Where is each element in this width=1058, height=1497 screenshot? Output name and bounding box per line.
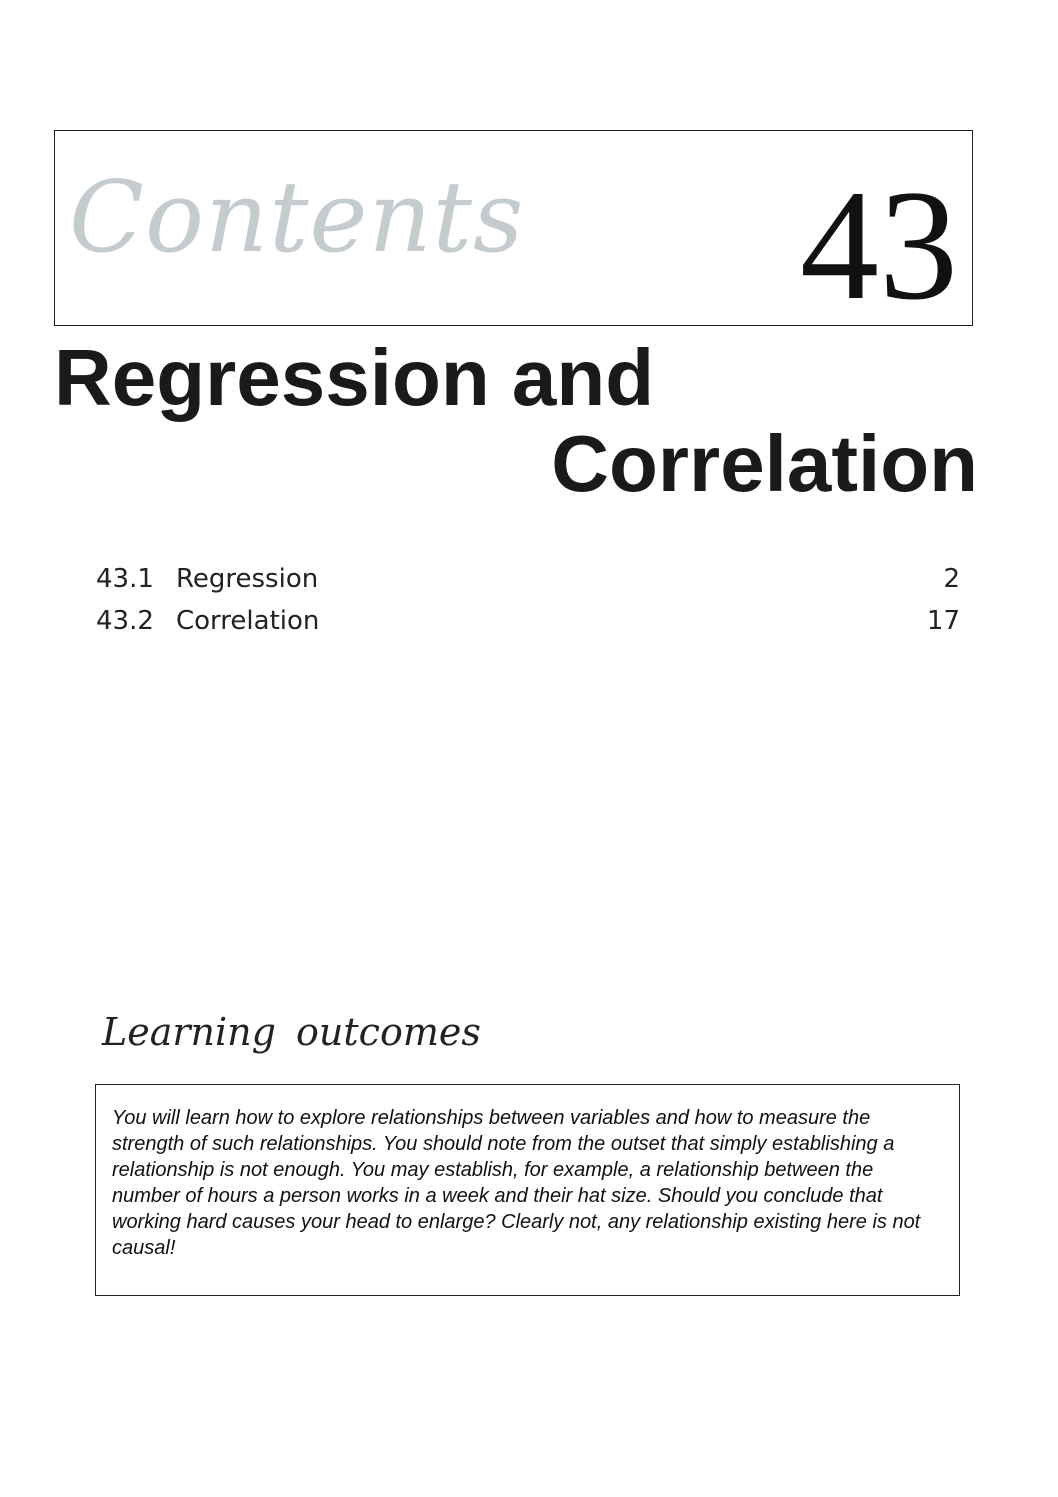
toc-section-label: Regression <box>176 564 319 594</box>
toc-section-number: 43.1 <box>96 564 154 594</box>
learning-outcomes-box <box>95 1084 960 1296</box>
contents-header-box <box>54 130 973 333</box>
chapter-title-line-2: Correlation <box>551 419 978 508</box>
toc-entry-regression[interactable] <box>96 562 960 604</box>
toc-section-label: Correlation <box>176 606 320 636</box>
toc-entry-correlation[interactable] <box>96 604 960 646</box>
table-of-contents <box>96 562 960 646</box>
chapter-title-line-1: Regression and <box>54 333 655 422</box>
toc-section-number: 43.2 <box>96 606 154 636</box>
contents-word: Contents <box>69 161 525 275</box>
toc-page-number: 2 <box>943 564 960 594</box>
learning-outcomes-heading: Learning outcomes <box>102 1010 481 1054</box>
learning-outcomes-text: You will learn how to explore relationships between variables and how to measure the strength of such relationships. You should note from the outset that simply establishing a relationship is not enough. You may establish, for example, a relationship between the number of hours a person works in a week and their hat size. Should you conclude that working hard causes your head to enlarge? Clearly not, any relationship existing here is not causal! <box>112 1107 921 1259</box>
chapter-number: 43 <box>800 158 958 333</box>
toc-page-number: 17 <box>926 606 960 636</box>
